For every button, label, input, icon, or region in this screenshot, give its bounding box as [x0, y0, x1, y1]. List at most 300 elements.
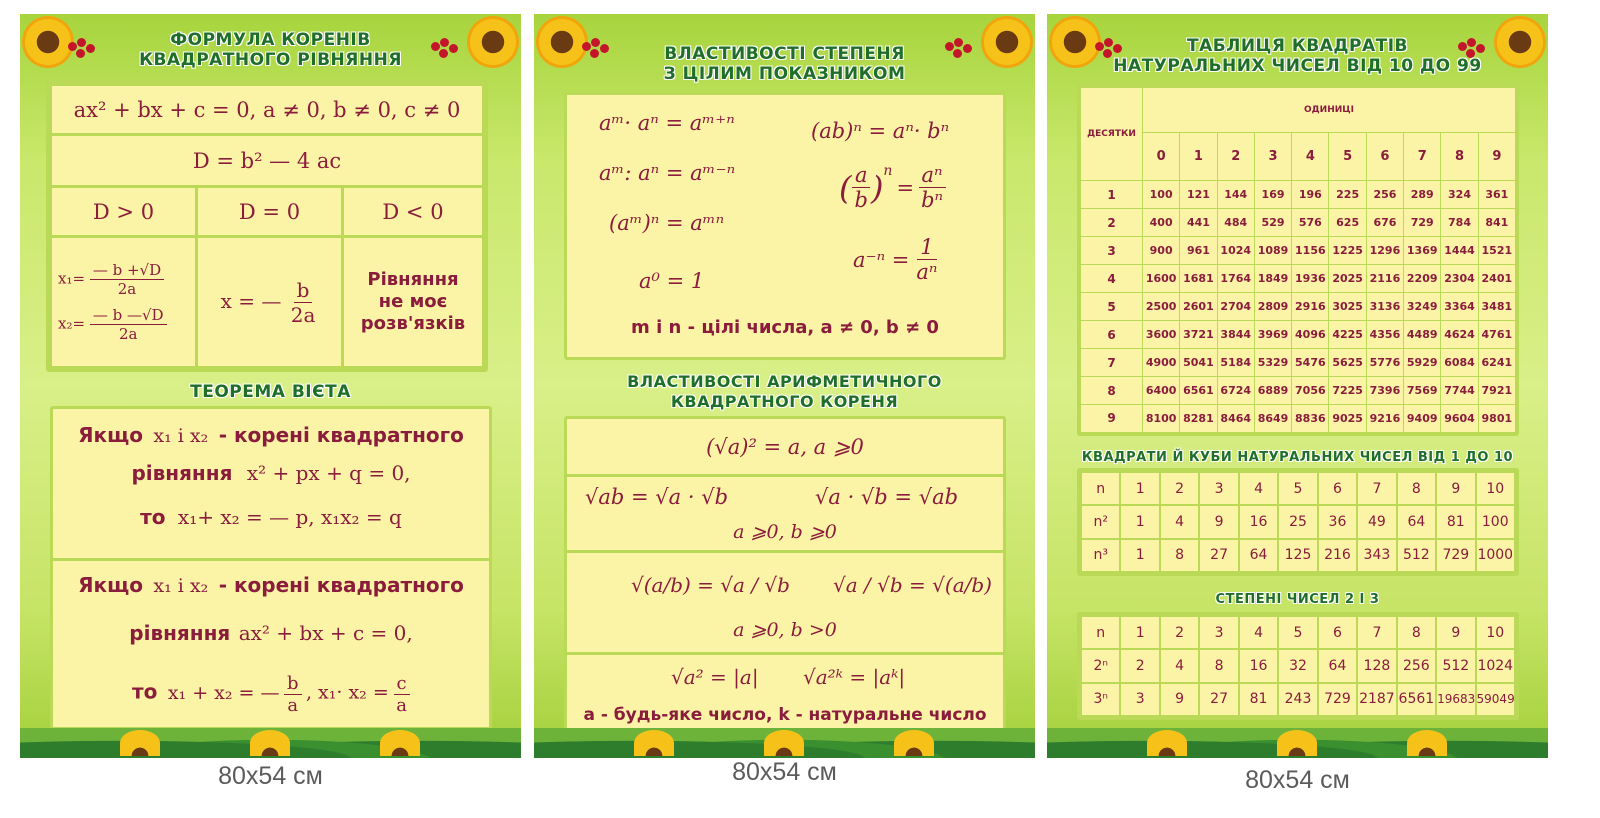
title-line: З ЦІЛИМ ПОКАЗНИКОМ	[663, 64, 906, 84]
square-value-cell: 2601	[1180, 293, 1217, 321]
square-value-cell: 3025	[1329, 293, 1366, 321]
square-value-cell: 7225	[1329, 377, 1366, 405]
value-cell: 8	[1160, 539, 1199, 572]
quadratic-formula-panel	[46, 80, 488, 372]
title-line: КВАДРАТНОГО КОРЕНЯ	[670, 392, 899, 411]
sunflower-icon	[120, 730, 160, 756]
square-value-cell: 6241	[1478, 349, 1515, 377]
square-value-cell: 169	[1254, 181, 1291, 209]
poster-title	[534, 44, 1035, 84]
root-abs-rule: √a² = |a|	[671, 665, 759, 689]
square-value-cell: 8649	[1254, 404, 1291, 432]
square-value-cell: 1369	[1404, 237, 1441, 265]
rule-zero-power: a⁰ = 1	[639, 269, 705, 293]
value-cell: 100	[1476, 505, 1515, 538]
value-cell: 9	[1199, 505, 1238, 538]
title-line: КВАДРАТНОГО РІВНЯННЯ	[139, 50, 402, 70]
powers-panel	[1077, 612, 1519, 720]
value-cell: 7	[1357, 472, 1396, 505]
value-cell: 2187	[1357, 683, 1396, 716]
square-value-cell: 9801	[1478, 404, 1515, 432]
square-value-cell: 9216	[1366, 404, 1403, 432]
square-value-cell: 6889	[1254, 377, 1291, 405]
formula-table	[49, 83, 485, 369]
case-positive-roots	[51, 237, 197, 368]
square-value-cell: 5041	[1180, 349, 1217, 377]
units-cell: 7	[1404, 132, 1441, 180]
square-value-cell: 4096	[1292, 321, 1329, 349]
tens-cell: 5	[1081, 293, 1143, 321]
tens-cell: 3	[1081, 237, 1143, 265]
value-cell: 512	[1397, 539, 1436, 572]
root-condition: a ⩾0, b >0	[733, 619, 837, 641]
square-value-cell: 1681	[1180, 265, 1217, 293]
vieta-product: , x₁· x₂ =	[305, 681, 389, 704]
vieta-text: Якщо	[78, 573, 143, 597]
table-row	[1081, 265, 1516, 293]
power-condition	[567, 317, 1003, 338]
root-rule-1	[567, 419, 1003, 477]
square-value-cell: 1089	[1254, 237, 1291, 265]
row-header-cell: 3ⁿ	[1081, 683, 1120, 716]
rule-negative-power	[853, 235, 940, 284]
root-product-rule-reverse: √a · √b = √ab	[815, 485, 959, 509]
squares-table-panel	[1077, 84, 1519, 436]
square-value-cell: 4489	[1404, 321, 1441, 349]
square-value-cell: 5625	[1329, 349, 1366, 377]
tens-cell: 4	[1081, 265, 1143, 293]
tens-cell: 8	[1081, 377, 1143, 405]
rule-product-power: (ab)ⁿ = aⁿ· bⁿ	[811, 119, 950, 143]
root-note: a - будь-яке число, k - натуральне число	[583, 705, 987, 725]
square-value-cell: 625	[1329, 209, 1366, 237]
square-value-cell: 529	[1254, 209, 1291, 237]
poster-squares-table	[1047, 14, 1548, 758]
value-cell: 256	[1397, 649, 1436, 682]
square-value-cell: 1296	[1366, 237, 1403, 265]
square-value-cell: 324	[1441, 181, 1478, 209]
table-row	[1081, 404, 1516, 432]
root-product-rule: √ab = √a · √b	[585, 485, 729, 509]
units-cell: 0	[1143, 132, 1180, 180]
square-value-cell: 2500	[1143, 293, 1180, 321]
vieta-text: - корені квадратного	[218, 423, 464, 447]
vieta-text: то	[132, 679, 158, 704]
square-value-cell: 1936	[1292, 265, 1329, 293]
square-value-cell: 225	[1329, 181, 1366, 209]
squares-cubes-panel	[1077, 468, 1519, 576]
squares-table	[1080, 87, 1516, 433]
square-value-cell: 576	[1292, 209, 1329, 237]
table-row	[1081, 616, 1515, 649]
value-cell: 10	[1476, 472, 1515, 505]
units-cell: 5	[1329, 132, 1366, 180]
table-row	[1081, 321, 1516, 349]
value-cell: 1	[1120, 505, 1159, 538]
square-value-cell: 2025	[1329, 265, 1366, 293]
rule-quotient-power: ( $\frac{a}{b}$ ) n = $\frac{\text{aⁿ}}{\text{bⁿ}}$	[839, 163, 946, 212]
units-row	[1081, 132, 1516, 180]
square-value-cell: 6084	[1441, 349, 1478, 377]
vieta-equation: ax² + bx + c = 0,	[238, 621, 413, 645]
row-header-cell: n	[1081, 472, 1120, 505]
value-cell: 6	[1318, 616, 1357, 649]
value-cell: 1	[1120, 616, 1159, 649]
value-cell: 128	[1357, 649, 1396, 682]
root-rule-3	[567, 553, 1003, 655]
squares-cubes-table	[1080, 471, 1516, 573]
value-cell: 64	[1397, 505, 1436, 538]
value-cell: 243	[1278, 683, 1317, 716]
value-cell: 729	[1318, 683, 1357, 716]
tens-cell: 2	[1081, 209, 1143, 237]
square-value-cell: 5476	[1292, 349, 1329, 377]
square-value-cell: 4761	[1478, 321, 1515, 349]
tens-cell: 9	[1081, 404, 1143, 432]
units-cell: 4	[1292, 132, 1329, 180]
row-header-cell: n³	[1081, 539, 1120, 572]
fraction-denominator: a	[287, 695, 299, 716]
square-value-cell: 196	[1292, 181, 1329, 209]
square-value-cell: 3136	[1366, 293, 1403, 321]
root-numerator: b	[294, 278, 313, 303]
square-value-cell: 7569	[1404, 377, 1441, 405]
vieta-theorem-1	[53, 409, 489, 561]
root-quotient-rule-reverse: √a / √b = √(a/b)	[833, 573, 992, 597]
value-cell: 512	[1436, 649, 1475, 682]
poster-title	[20, 30, 521, 70]
units-cell: 2	[1217, 132, 1254, 180]
vieta-theorem-2	[53, 561, 489, 716]
square-value-cell: 961	[1180, 237, 1217, 265]
value-cell: 27	[1199, 683, 1238, 716]
value-cell: 4	[1239, 472, 1278, 505]
units-cell: 8	[1441, 132, 1478, 180]
value-cell: 7	[1357, 616, 1396, 649]
value-cell: 1	[1120, 539, 1159, 572]
square-value-cell: 2304	[1441, 265, 1478, 293]
value-cell: 9	[1436, 472, 1475, 505]
square-value-cell: 400	[1143, 209, 1180, 237]
section-title: СТЕПЕНІ ЧИСЕЛ 2 І 3	[1215, 592, 1380, 607]
root-denominator: 2a	[290, 302, 316, 327]
square-value-cell: 3364	[1441, 293, 1478, 321]
vieta-text: рівняння	[129, 621, 231, 645]
square-value-cell: 5329	[1254, 349, 1291, 377]
condition-text: m і n - цілі числа, a ≠ 0, b ≠ 0	[631, 317, 939, 338]
quadratic-equation: ax² + bx + c = 0, a ≠ 0, b ≠ 0, c ≠ 0	[51, 85, 484, 135]
units-cell: 3	[1254, 132, 1291, 180]
square-value-cell: 1225	[1329, 237, 1366, 265]
table-row	[1081, 505, 1515, 538]
square-value-cell: 100	[1143, 181, 1180, 209]
value-cell: 49	[1357, 505, 1396, 538]
value-cell: 27	[1199, 539, 1238, 572]
value-cell: 9	[1436, 616, 1475, 649]
square-value-cell: 7396	[1366, 377, 1403, 405]
table-row	[1081, 293, 1516, 321]
power-properties-panel	[564, 92, 1006, 360]
sunflower-icon	[1147, 730, 1187, 756]
vieta-text: то	[140, 505, 166, 529]
root-x2-label: x₂=	[58, 314, 86, 333]
square-value-cell: 121	[1180, 181, 1217, 209]
square-value-cell: 3481	[1478, 293, 1515, 321]
table-row	[1081, 237, 1516, 265]
square-value-cell: 2704	[1217, 293, 1254, 321]
units-cell: 1	[1180, 132, 1217, 180]
title-line: НАТУРАЛЬНИХ ЧИСЕЛ ВІД 10 ДО 99	[1113, 56, 1482, 76]
square-value-cell: 8281	[1180, 404, 1217, 432]
square-value-cell: 1600	[1143, 265, 1180, 293]
vieta-text: - корені квадратного	[218, 573, 464, 597]
root-abs-power-rule: √a²ᵏ = |aᵏ|	[803, 665, 906, 689]
square-value-cell: 7056	[1292, 377, 1329, 405]
poster-title	[1047, 36, 1548, 76]
value-cell: 3	[1199, 616, 1238, 649]
value-cell: 1024	[1476, 649, 1515, 682]
value-cell: 59049	[1476, 683, 1515, 716]
sunflower-icon	[634, 730, 674, 756]
square-value-cell: 3249	[1404, 293, 1441, 321]
square-value-cell: 3969	[1254, 321, 1291, 349]
title-line: ВЛАСТИВОСТІ СТЕПЕНЯ	[664, 44, 905, 64]
tens-header: ДЕСЯТКИ	[1081, 88, 1143, 181]
value-cell: 125	[1278, 539, 1317, 572]
table-row	[1081, 472, 1515, 505]
negative-power-lhs: a⁻ⁿ =	[853, 247, 910, 272]
root-rule-2	[567, 477, 1003, 553]
square-value-cell: 2209	[1404, 265, 1441, 293]
tens-cell: 7	[1081, 349, 1143, 377]
root-square-rule: (√a)² = a, a ⩾0	[706, 434, 864, 459]
sunflower-icon	[380, 730, 420, 756]
square-value-cell: 3844	[1217, 321, 1254, 349]
value-cell: 16	[1239, 649, 1278, 682]
case-negative-text: Рівняння не моє розв'язків	[343, 237, 484, 368]
value-cell: 32	[1278, 649, 1317, 682]
value-cell: 8	[1397, 472, 1436, 505]
value-cell: 1000	[1476, 539, 1515, 572]
value-cell: 25	[1278, 505, 1317, 538]
poster-quadratic-formula	[20, 14, 521, 758]
poster-size-label: 80x54 см	[218, 762, 323, 790]
fraction-denominator: bⁿ	[921, 188, 944, 212]
value-cell: 4	[1160, 505, 1199, 538]
vieta-text: рівняння	[131, 461, 233, 485]
case-negative: D < 0	[343, 187, 484, 237]
square-value-cell: 676	[1366, 209, 1403, 237]
table-row	[1081, 209, 1516, 237]
square-value-cell: 9604	[1441, 404, 1478, 432]
value-cell: 36	[1318, 505, 1357, 538]
value-cell: 3	[1120, 683, 1159, 716]
square-value-cell: 5776	[1366, 349, 1403, 377]
poster-size-label: 80x54 см	[732, 758, 837, 786]
rule-power-of-power: (aᵐ)ⁿ = aᵐⁿ	[609, 211, 725, 235]
square-value-cell: 484	[1217, 209, 1254, 237]
square-value-cell: 5929	[1404, 349, 1441, 377]
units-cell: 9	[1478, 132, 1515, 180]
section-title: КВАДРАТИ Й КУБИ НАТУРАЛЬНИХ ЧИСЕЛ ВІД 1 ДО 10	[1081, 450, 1514, 465]
value-cell: 64	[1239, 539, 1278, 572]
value-cell: 8	[1199, 649, 1238, 682]
fraction-numerator: aⁿ	[919, 163, 946, 188]
value-cell: 6561	[1397, 683, 1436, 716]
value-cell: 2	[1160, 472, 1199, 505]
square-value-cell: 3721	[1180, 321, 1217, 349]
row-header-cell: n²	[1081, 505, 1120, 538]
vieta-result: x₁+ x₂ = — p, x₁x₂ = q	[177, 505, 402, 529]
case-positive: D > 0	[51, 187, 197, 237]
square-value-cell: 2401	[1478, 265, 1515, 293]
fraction-numerator: a	[852, 163, 871, 188]
square-value-cell: 5184	[1217, 349, 1254, 377]
fraction-denominator: aⁿ	[916, 260, 938, 284]
square-value-cell: 8836	[1292, 404, 1329, 432]
title-line: ВЛАСТИВОСТІ АРИФМЕТИЧНОГО	[627, 372, 942, 391]
root-rule-4	[567, 655, 1003, 737]
table-row	[1081, 377, 1516, 405]
value-cell: 4	[1239, 616, 1278, 649]
value-cell: 216	[1318, 539, 1357, 572]
square-value-cell: 144	[1217, 181, 1254, 209]
row-header-cell: n	[1081, 616, 1120, 649]
root-properties-panel	[564, 416, 1006, 740]
square-value-cell: 3600	[1143, 321, 1180, 349]
fraction-numerator: c	[394, 673, 410, 695]
tens-cell: 6	[1081, 321, 1143, 349]
root-condition: a ⩾0, b ⩾0	[733, 521, 837, 543]
value-cell: 729	[1436, 539, 1475, 572]
square-value-cell: 7744	[1441, 377, 1478, 405]
case-zero-root	[197, 237, 343, 368]
row-header-cell: 2ⁿ	[1081, 649, 1120, 682]
value-cell: 10	[1476, 616, 1515, 649]
rule-divide: aᵐ: aⁿ = aᵐ⁻ⁿ	[599, 161, 736, 185]
vieta-roots: x₁ і x₂	[153, 575, 209, 597]
sunflower-icon	[1407, 730, 1447, 756]
value-cell: 9	[1160, 683, 1199, 716]
table-row	[1081, 181, 1516, 209]
tens-cell: 1	[1081, 181, 1143, 209]
table-row	[1081, 349, 1516, 377]
vieta-equation: x² + px + q = 0,	[246, 461, 411, 485]
root-denominator: 2a	[117, 280, 137, 298]
powers-table	[1080, 615, 1516, 717]
sunflower-icon	[1277, 730, 1317, 756]
units-cell: 6	[1366, 132, 1403, 180]
square-value-cell: 2116	[1366, 265, 1403, 293]
square-value-cell: 9409	[1404, 404, 1441, 432]
value-cell: 343	[1357, 539, 1396, 572]
square-value-cell: 7921	[1478, 377, 1515, 405]
square-value-cell: 2809	[1254, 293, 1291, 321]
value-cell: 81	[1239, 683, 1278, 716]
value-cell: 16	[1239, 505, 1278, 538]
rule-multiply: aᵐ· aⁿ = aᵐ⁺ⁿ	[599, 111, 735, 135]
value-cell: 2	[1120, 649, 1159, 682]
vieta-title: ТЕОРЕМА ВІЄТА	[190, 382, 351, 402]
square-value-cell: 6724	[1217, 377, 1254, 405]
table-row	[1081, 683, 1515, 716]
root-x1-label: x₁=	[58, 269, 86, 288]
vieta-text: Якщо	[78, 423, 143, 447]
square-value-cell: 1024	[1217, 237, 1254, 265]
section-title	[534, 372, 1035, 412]
title-line: ФОРМУЛА КОРЕНІВ	[170, 30, 371, 50]
value-cell: 5	[1278, 616, 1317, 649]
vieta-sum: x₁ + x₂ = —	[167, 681, 280, 704]
units-header: ОДИНИЦІ	[1143, 88, 1516, 133]
square-value-cell: 8100	[1143, 404, 1180, 432]
square-value-cell: 4624	[1441, 321, 1478, 349]
value-cell: 1	[1120, 472, 1159, 505]
square-value-cell: 784	[1441, 209, 1478, 237]
square-value-cell: 2916	[1292, 293, 1329, 321]
value-cell: 4	[1160, 649, 1199, 682]
square-value-cell: 6400	[1143, 377, 1180, 405]
square-value-cell: 4356	[1366, 321, 1403, 349]
poster-size-label: 80x54 см	[1245, 766, 1350, 794]
square-value-cell: 4900	[1143, 349, 1180, 377]
square-value-cell: 1521	[1478, 237, 1515, 265]
poster-power-properties	[534, 14, 1035, 758]
sunflower-icon	[764, 730, 804, 756]
value-cell: 8	[1397, 616, 1436, 649]
square-value-cell: 1849	[1254, 265, 1291, 293]
root-denominator: 2a	[118, 325, 138, 343]
square-value-cell: 361	[1478, 181, 1515, 209]
square-value-cell: 1156	[1292, 237, 1329, 265]
value-cell: 81	[1436, 505, 1475, 538]
table-row	[1081, 539, 1515, 572]
square-value-cell: 841	[1478, 209, 1515, 237]
square-value-cell: 8464	[1217, 404, 1254, 432]
vieta-roots: x₁ і x₂	[153, 425, 209, 447]
square-value-cell: 6561	[1180, 377, 1217, 405]
sunflower-icon	[250, 730, 290, 756]
square-value-cell: 4225	[1329, 321, 1366, 349]
square-value-cell: 729	[1404, 209, 1441, 237]
square-value-cell: 900	[1143, 237, 1180, 265]
root-x1-numerator: — b +√D	[90, 261, 164, 280]
fraction-numerator: b	[284, 673, 302, 695]
root-x2-numerator: — b —√D	[90, 306, 167, 325]
title-line: ТАБЛИЦЯ КВАДРАТІВ	[1187, 36, 1408, 56]
value-cell: 64	[1318, 649, 1357, 682]
table-row	[1081, 649, 1515, 682]
value-cell: 6	[1318, 472, 1357, 505]
sunflower-icon	[894, 730, 934, 756]
fraction-denominator: b	[854, 188, 868, 212]
square-value-cell: 1764	[1217, 265, 1254, 293]
square-value-cell: 1444	[1441, 237, 1478, 265]
case-zero: D = 0	[197, 187, 343, 237]
root-quotient-rule: √(a/b) = √a / √b	[631, 573, 790, 597]
vieta-panel	[50, 406, 492, 730]
square-value-cell: 9025	[1329, 404, 1366, 432]
value-cell: 5	[1278, 472, 1317, 505]
discriminant-formula: D = b² — 4 ac	[51, 135, 484, 187]
value-cell: 19683	[1436, 683, 1475, 716]
value-cell: 3	[1199, 472, 1238, 505]
square-value-cell: 289	[1404, 181, 1441, 209]
square-value-cell: 256	[1366, 181, 1403, 209]
root-x-label: x = —	[220, 288, 282, 313]
value-cell: 2	[1160, 616, 1199, 649]
square-value-cell: 441	[1180, 209, 1217, 237]
